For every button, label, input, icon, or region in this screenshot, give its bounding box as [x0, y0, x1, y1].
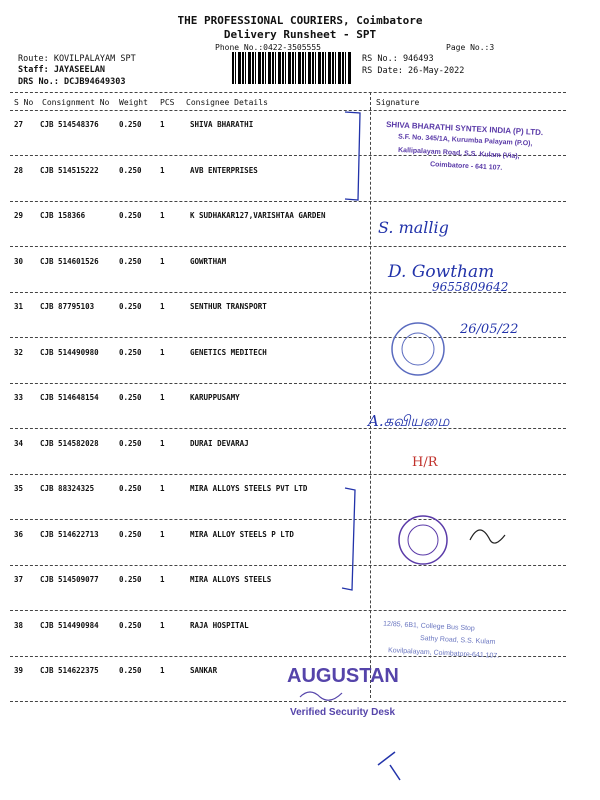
stamp-38-line3: Kovilpalayam, Coimbatore-641 107.: [387, 647, 500, 660]
row-pcs: 1: [160, 484, 165, 493]
rs-number: RS No.: 946493: [362, 54, 434, 64]
row-sno: 28: [14, 165, 24, 175]
row-weight: 0.250: [119, 620, 142, 630]
runsheet-subtitle: Delivery Runsheet - SPT: [223, 28, 377, 41]
company-title: THE PROFESSIONAL COURIERS, Coimbatore: [177, 14, 423, 27]
row-pcs: 1: [160, 302, 165, 311]
row-consignee: AVB ENTERPRISES: [190, 165, 258, 175]
row-consignee: MIRA ALLOYS STEELS: [190, 575, 272, 584]
row-consignee: GENETICS MEDITECH: [190, 347, 267, 357]
row-pcs: 1: [160, 438, 165, 448]
row-sno: 34: [14, 438, 24, 448]
signature-29: S. mallig: [378, 218, 449, 237]
staff-label: Staff: JAYASEELAN: [18, 65, 105, 75]
phone-number: Phone No.:0422-3505555: [215, 43, 321, 52]
col-sno: S No: [14, 98, 34, 107]
row-consignment: CJB 514582028: [40, 438, 99, 448]
phone-30: 9655809642: [432, 280, 509, 294]
mark-34: H/R: [412, 455, 438, 470]
route-label: Route: KOVILPALAYAM SPT: [18, 54, 136, 64]
row-consignee: MIRA ALLOY STEELS P LTD: [190, 529, 294, 539]
row-consignment: CJB 514601526: [40, 256, 99, 266]
row-consignee: RAJA HOSPITAL: [190, 620, 249, 630]
date-31: 26/05/22: [460, 322, 519, 337]
row-pcs: 1: [160, 620, 165, 630]
col-signature: Signature: [376, 98, 420, 107]
row-pcs: 1: [160, 165, 165, 175]
row-weight: 0.250: [119, 256, 142, 266]
row-sno: 37: [14, 575, 24, 584]
row-consignee: GOWRTHAM: [190, 256, 227, 266]
stamp-39-name: AUGUSTAN: [287, 665, 399, 687]
col-consignment: Consignment No: [42, 98, 110, 107]
row-consignment: CJB 514490984: [40, 620, 99, 630]
row-pcs: 1: [160, 666, 165, 675]
row-weight: 0.250: [119, 347, 142, 357]
row-consignment: CJB 87795103: [40, 302, 95, 311]
signature-30: D. Gowtham: [388, 262, 495, 282]
signature-33: A.கவியமை: [368, 412, 450, 430]
row-weight: 0.250: [119, 211, 142, 220]
row-consignment: CJB 514515222: [40, 165, 99, 175]
shiva-stamp-line3: Kallipalayam Road, S.S. Kulam (Via),: [397, 146, 520, 161]
row-pcs: 1: [160, 347, 165, 357]
col-pcs: PCS: [160, 98, 175, 107]
row-sno: 39: [14, 666, 24, 675]
row-pcs: 1: [160, 393, 165, 402]
row-weight: 0.250: [119, 302, 142, 311]
row-consignment: CJB 514548376: [40, 120, 99, 129]
row-consignment: CJB 514648154: [40, 393, 99, 402]
row-consignee: SENTHUR TRANSPORT: [190, 302, 267, 311]
row-consignee: KARUPPUSAMY: [190, 393, 240, 402]
row-pcs: 1: [160, 529, 165, 539]
row-sno: 35: [14, 484, 24, 493]
row-consignee: K SUDHAKAR127,VARISHTAA GARDEN: [190, 211, 326, 220]
row-sno: 33: [14, 393, 24, 402]
drs-number: DRS No.: DCJB94649303: [18, 77, 126, 87]
row-sno: 36: [14, 529, 24, 539]
row-pcs: 1: [160, 256, 165, 266]
row-sno: 38: [14, 620, 24, 630]
row-consignment: CJB 514622375: [40, 666, 99, 675]
shiva-stamp-line4: Coimbatore - 641 107.: [429, 161, 503, 172]
rs-date: RS Date: 26-May-2022: [362, 66, 465, 76]
row-consignee: DURAI DEVARAJ: [190, 438, 249, 448]
row-consignment: CJB 514490980: [40, 347, 99, 357]
col-consignee: Consignee Details: [186, 98, 268, 107]
col-weight: Weight: [119, 98, 148, 107]
row-weight: 0.250: [119, 575, 142, 584]
row-consignment: CJB 88324325: [40, 484, 95, 493]
shiva-stamp-line2: S.F. No. 345/1A, Kurumba Palayam (P.O),: [397, 133, 533, 148]
row-weight: 0.250: [119, 120, 142, 129]
row-weight: 0.250: [119, 529, 142, 539]
stamp-39-caption: Verified Security Desk: [290, 707, 396, 718]
stamp-38-line2: Sathy Road, S.S. Kulam: [419, 635, 496, 646]
row-consignment: CJB 514509077: [40, 575, 99, 584]
row-sno: 30: [14, 256, 24, 266]
row-sno: 27: [14, 120, 24, 129]
row-pcs: 1: [160, 120, 165, 129]
row-consignee: SHIVA BHARATHI: [190, 120, 254, 129]
row-weight: 0.250: [119, 666, 142, 675]
row-consignee: MIRA ALLOYS STEELS PVT LTD: [190, 484, 308, 493]
row-weight: 0.250: [119, 438, 142, 448]
row-weight: 0.250: [119, 393, 142, 402]
row-consignment: CJB 158366: [40, 211, 86, 220]
row-weight: 0.250: [119, 484, 142, 493]
row-sno: 31: [14, 302, 24, 311]
row-sno: 29: [14, 211, 24, 220]
page-number: Page No.:3: [446, 43, 495, 52]
row-sno: 32: [14, 347, 24, 357]
row-pcs: 1: [160, 211, 165, 220]
stamp-38-line1: 12/85, 6B1, College Bus Stop: [382, 620, 475, 633]
row-pcs: 1: [160, 575, 165, 584]
row-consignment: CJB 514622713: [40, 529, 99, 539]
shiva-stamp-line1: SHIVA BHARATHI SYNTEX INDIA (P) LTD.: [385, 119, 544, 138]
row-consignee: SANKAR: [190, 666, 218, 675]
row-weight: 0.250: [119, 165, 142, 175]
